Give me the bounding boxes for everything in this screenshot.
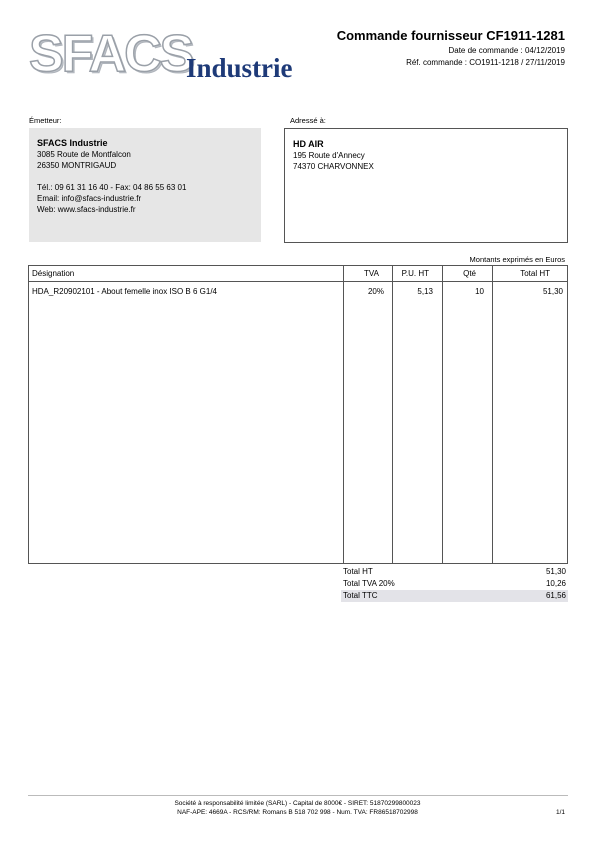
total-ttc-value: 61,56 [545,591,566,600]
recipient-address-line1: 195 Route d'Annecy [293,151,365,160]
header-total-ht: Total HT [520,269,550,278]
emitter-label: Émetteur: [29,116,62,125]
document-title: Commande fournisseur CF1911-1281 [336,28,565,43]
company-logo-subtitle: Industrie [186,53,293,83]
column-divider [343,266,344,563]
header-tva: TVA [364,269,379,278]
order-date: Date de commande : 04/12/2019 [448,46,565,55]
row-total-ht: 51,30 [542,287,563,296]
row-designation: HDA_R20902101 - About femelle inox ISO B 6 G1/4 [32,287,217,296]
total-ht-label: Total HT [343,567,373,576]
total-ht-row [341,566,568,578]
total-tva-label: Total TVA 20% [343,579,395,588]
emitter-address-line1: 3085 Route de Montfalcon [37,150,131,159]
column-divider [392,266,393,563]
total-ttc-row [341,590,568,602]
total-tva-value: 10,26 [545,579,566,588]
currency-note: Montants exprimés en Euros [469,255,565,264]
total-tva-row [341,578,568,590]
order-reference: Réf. commande : CO1911-1218 / 27/11/2019 [406,58,565,67]
recipient-name: HD AIR [293,139,324,149]
header-designation: Désignation [32,269,75,278]
row-unit-price: 5,13 [417,287,433,296]
row-quantity: 10 [475,287,484,296]
emitter-name: SFACS Industrie [37,138,108,148]
footer-legal-line1: Société à responsabilité limitée (SARL) - Capital de 8000€ - SIRET: 51870299800023 [174,800,421,807]
recipient-address-line2: 74370 CHARVONNEX [293,162,374,171]
emitter-phone: Tél.: 09 61 31 16 40 - Fax: 04 86 55 63 01 [37,183,187,192]
recipient-label: Adressé à: [290,116,326,125]
footer-legal-line2: NAF-APE: 4669A - RCS/RM: Romans B 518 702 998 - Num. TVA: FR86518702998 [177,809,418,816]
total-ttc-label: Total TTC [343,591,378,600]
emitter-email: Email: info@sfacs-industrie.fr [37,194,142,203]
total-ht-value: 51,30 [545,567,566,576]
totals-block [341,566,568,602]
page-number: 1/1 [555,809,565,816]
items-table [28,265,568,564]
column-divider [492,266,493,563]
company-logo: SFACS [29,25,193,83]
emitter-box [29,128,261,242]
header-quantity: Qté [463,269,476,278]
row-tva: 20% [367,287,384,296]
table-header [29,266,567,282]
footer-divider [28,795,568,796]
emitter-web: Web: www.sfacs-industrie.fr [37,205,136,214]
recipient-box [284,128,568,243]
column-divider [442,266,443,563]
emitter-address-line2: 26350 MONTRIGAUD [37,161,117,170]
header-unit-price: P.U. HT [401,269,429,278]
